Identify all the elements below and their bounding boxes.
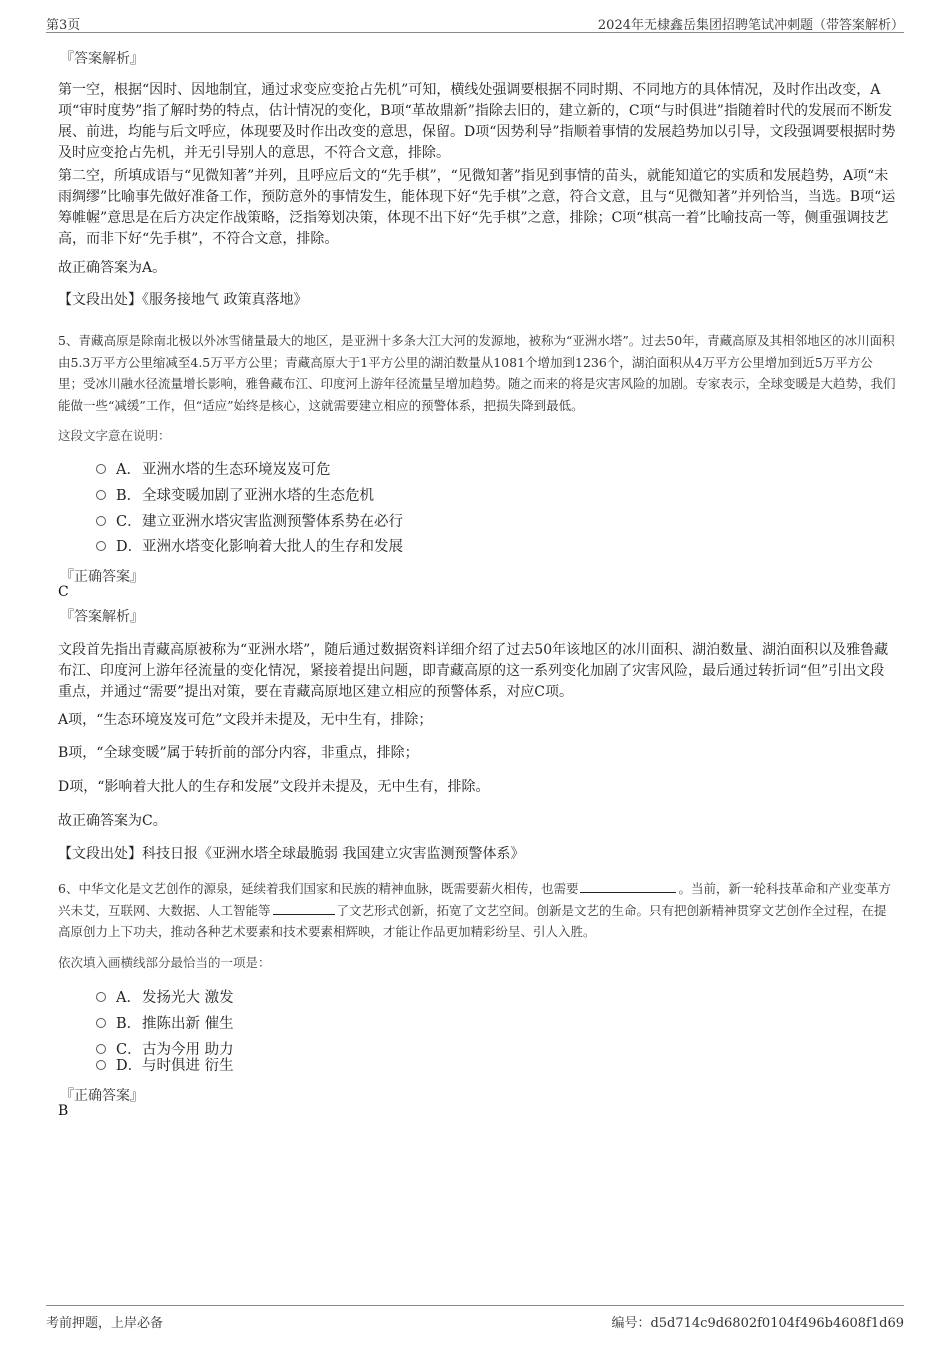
question-6-option-c[interactable]: C．古为今用 助力: [96, 1040, 234, 1060]
question-5-prompt: 这段文字意在说明：: [58, 428, 171, 443]
blank-1: [580, 880, 676, 893]
radio-icon[interactable]: [96, 1018, 106, 1028]
radio-icon[interactable]: [96, 1044, 106, 1054]
question-6-option-b[interactable]: B．推陈出新 催生: [96, 1014, 234, 1034]
correct-answer-value: B: [58, 1103, 69, 1119]
correct-answer-label: 『正确答案』: [60, 569, 144, 585]
radio-icon[interactable]: [96, 464, 106, 474]
footer-slogan: 考前押题，上岸必备: [46, 1316, 164, 1331]
question-6-prompt: 依次填入画横线部分最恰当的一项是：: [58, 955, 271, 970]
radio-icon[interactable]: [96, 541, 106, 551]
page-footer: [46, 1305, 904, 1331]
blank-2: [273, 902, 335, 915]
correct-answer-label: 『正确答案』: [60, 1088, 144, 1104]
question-6-option-d[interactable]: D．与时俱进 衍生: [96, 1056, 234, 1076]
analysis-paragraph-1: 文段首先指出青藏高原被称为“亚洲水塔”，随后通过数据资料详细介绍了过去50年该地区的冰川面积、湖泊数量、湖泊面积以及雅鲁藏布江、印度河上游年径流量的变化情况，紧接着提出问题，即青藏高原的这一系列变化加剧了灾害风险，最后通过转折词“但”引出文段重点，并通过“需要”提出对策，要在青藏高原地区建立相应的预警体系，对应C项。: [58, 642, 889, 700]
radio-icon[interactable]: [96, 516, 106, 526]
analysis-paragraph-1: 第一空，根据“因时、因地制宜，通过求变应变抢占先机”可知，横线处强调要根据不同时期、不同地方的具体情况，及时作出改变，A项“审时度势”指了解时势的特点，估计情况的变化，B项“革故鼎新”指除去旧的，建立新的，C项“与时俱进”指随着时代的发展而不断发展、前进，均能与后文呼应，体现要及时作出改变的意思，保留。D项“因势利导”指顺着事情的发展趋势加以引导，文段强调要根据时势及时应变抢占先机，并无引导别人的意思，不符合文意，排除。: [58, 82, 896, 161]
analysis-conclusion: 故正确答案为C。: [58, 813, 167, 829]
analysis-conclusion: 故正确答案为A。: [58, 260, 167, 276]
analysis-option-b: B项，“全球变暖”属于转折前的部分内容，非重点，排除；: [58, 745, 419, 761]
analysis-option-a: A项，“生态环境岌岌可危”文段并未提及，无中生有，排除；: [58, 712, 433, 728]
analysis-paragraph-2: 第二空，所填成语与“见微知著”并列，且呼应后文的“先手棋”，“见微知著”指见到事情的苗头，就能知道它的实质和发展趋势，A项“未雨绸缪”比喻事先做好准备工作，预防意外的事情发生，能体现下好“先手棋”之意，符合文意，且与“见微知著”并列恰当，当选。B项“运筹帷幄”意思是在后方决定作战策略，泛指筹划决策，体现不出下好“先手棋”之意，排除；C项“棋高一着”比喻技高一等，侧重强调技艺高，而非下好“先手棋”，不符合文意，排除。: [58, 168, 896, 247]
analysis-option-d: D项，“影响着大批人的生存和发展”文段并未提及，无中生有，排除。: [58, 779, 490, 795]
question-5-option-d[interactable]: D．亚洲水塔变化影响着大批人的生存和发展: [96, 537, 403, 557]
document-id: 编号：d5d714c9d6802f0104f496b4608f1d69: [611, 1316, 904, 1331]
question-6-option-a[interactable]: A．发扬光大 激发: [96, 988, 234, 1008]
radio-icon[interactable]: [96, 1060, 106, 1070]
page-number: 第3页: [46, 18, 81, 33]
correct-answer-value: C: [58, 584, 69, 600]
question-6-text: 6、中华文化是文艺创作的源泉，延续着我们国家和民族的精神血脉，既需要薪火相传，也需要 。当前，新一轮科技革命和产业变革方兴未艾，互联网、大数据、人工智能等 了文艺形式创新，拓宽了文艺空间。创新是文艺的生命。只有把创新精神贯穿文艺创作全过程，在提高原创力上下功夫，推动各种艺术要素和技术要素相辉映，才能让作品更加精彩纷呈、引人入胜。: [58, 881, 891, 939]
radio-icon[interactable]: [96, 992, 106, 1002]
passage-source: 【文段出处】科技日报《亚洲水塔全球最脆弱 我国建立灾害监测预警体系》: [58, 846, 525, 862]
radio-icon[interactable]: [96, 490, 106, 500]
analysis-label: 『答案解析』: [60, 51, 144, 67]
question-5-option-b[interactable]: B．全球变暖加剧了亚洲水塔的生态危机: [96, 486, 374, 506]
analysis-label: 『答案解析』: [60, 609, 144, 625]
page-header: [46, 12, 904, 33]
passage-source: 【文段出处】《服务接地气 政策真落地》: [58, 292, 308, 308]
document-title: 2024年无棣鑫岳集团招聘笔试冲刺题（带答案解析）: [597, 18, 904, 33]
question-5-option-a[interactable]: A．亚洲水塔的生态环境岌岌可危: [96, 460, 331, 480]
question-5-option-c[interactable]: C．建立亚洲水塔灾害监测预警体系势在必行: [96, 512, 403, 532]
question-5-text: 5、青藏高原是除南北极以外冰雪储量最大的地区，是亚洲十多条大江大河的发源地，被称为“亚洲水塔”。过去50年，青藏高原及其相邻地区的冰川面积由5.3万平方公里缩减至4.5万平方公里；青藏高原大于1平方公里的湖泊数量从1081个增加到1236个，湖泊面积从4万平方公里增加到近5万平方公里；受冰川融水径流量增长影响，雅鲁藏布江、印度河上游年径流量呈增加趋势。随之而来的将是灾害风险的加剧。专家表示，全球变暖是大趋势，我们能做一些“减缓”工作，但“适应”始终是核心，这就需要建立相应的预警体系，把损失降到最低。: [58, 333, 896, 413]
